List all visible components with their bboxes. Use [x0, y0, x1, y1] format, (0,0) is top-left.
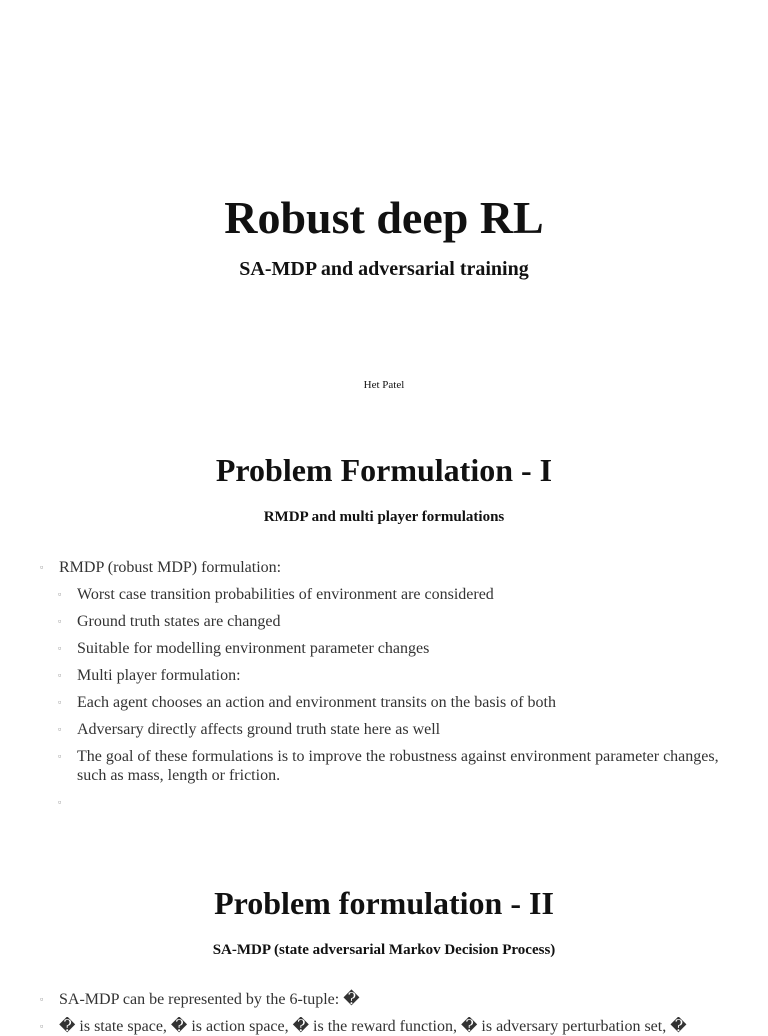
list-item-text: SA-MDP can be represented by the 6-tuple: �: [59, 991, 360, 1008]
list-item-text: The goal of these formulations is to improve the robustness against environment parameter changes, such as mass, length or friction.: [77, 748, 719, 784]
list-item: [0, 585, 768, 604]
slide-subtitle: RMDP and multi player formulations: [263, 509, 505, 525]
small-square-bullet-icon: ▫: [40, 1021, 44, 1031]
list-item: [0, 612, 768, 631]
small-square-bullet-icon: ▫: [58, 797, 62, 807]
list-item: [0, 1017, 768, 1036]
list-item: [0, 666, 768, 685]
small-square-bullet-icon: ▫: [58, 589, 62, 599]
title-slide: [0, 0, 768, 420]
slide-title: Problem Formulation - I: [215, 452, 553, 488]
small-square-bullet-icon: ▫: [58, 670, 62, 680]
list-item-text: Multi player formulation:: [77, 667, 241, 684]
small-square-bullet-icon: ▫: [58, 643, 62, 653]
list-item: [0, 747, 768, 785]
bullet-list: [0, 558, 768, 812]
bullet-list: [0, 990, 768, 1036]
list-item: [0, 558, 768, 577]
presentation-subtitle: SA-MDP and adversarial training: [239, 258, 529, 280]
list-item-text: Ground truth states are changed: [77, 613, 281, 630]
list-item: [0, 639, 768, 658]
list-item-text: Each agent chooses an action and environment transits on the basis of both: [77, 694, 556, 711]
small-square-bullet-icon: ▫: [40, 562, 44, 572]
slide-subtitle: SA-MDP (state adversarial Markov Decision Process): [212, 942, 556, 958]
presentation-title: Robust deep RL: [224, 192, 544, 243]
list-item: [0, 720, 768, 739]
author-name: Het Patel: [363, 379, 405, 391]
slide-title: Problem formulation - II: [214, 885, 554, 921]
list-item-text: Adversary directly affects ground truth state here as well: [77, 721, 441, 738]
small-square-bullet-icon: ▫: [58, 751, 62, 761]
list-item-text: Suitable for modelling environment parameter changes: [77, 640, 430, 657]
list-item-text: � is state space, � is action space, � is the reward function, � is adversary perturbation set, �: [59, 1018, 687, 1035]
small-square-bullet-icon: ▫: [58, 697, 62, 707]
list-item-text: RMDP (robust MDP) formulation:: [59, 559, 282, 576]
list-item: [0, 693, 768, 712]
list-item: [0, 990, 768, 1009]
small-square-bullet-icon: ▫: [58, 616, 62, 626]
list-item-text: Worst case transition probabilities of environment are considered: [77, 586, 494, 603]
small-square-bullet-icon: ▫: [40, 994, 44, 1004]
list-item: [0, 793, 768, 812]
small-square-bullet-icon: ▫: [58, 724, 62, 734]
